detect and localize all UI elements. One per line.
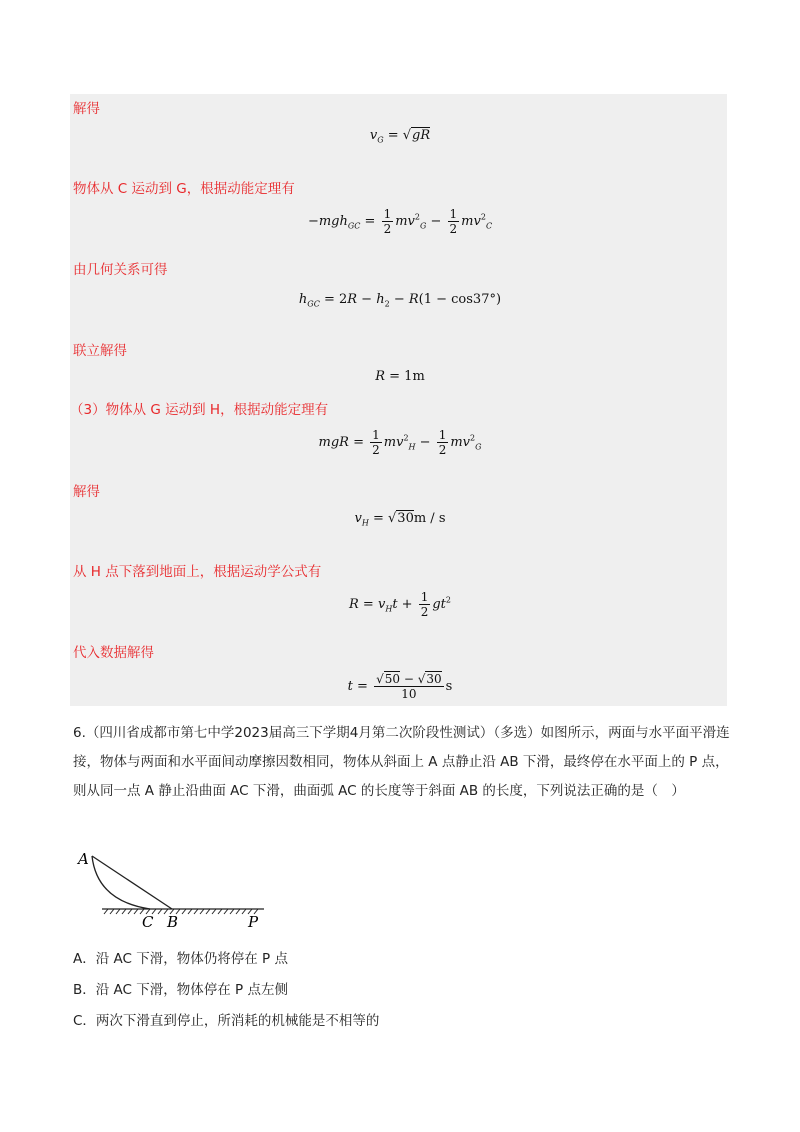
solution-step-label: 解得 (73, 101, 100, 117)
solution-step-label: 由几何关系可得 (73, 262, 168, 278)
equation-energy-gh: mgR = $\frac{1}{2}$ $mv^2_H$ − $\frac{1}{2}$ $mv^2_G$ (318, 428, 482, 457)
solution-step-label: 联立解得 (73, 343, 127, 359)
option-a: A．沿 AC 下滑，物体仍将停在 P 点 (73, 951, 288, 967)
point-p-label: P (248, 913, 259, 928)
solution-step-label: （3）物体从 G 运动到 H，根据动能定理有 (70, 402, 329, 418)
slope-diagram (72, 846, 272, 928)
point-c-label: C (142, 913, 154, 928)
solution-step-label: 物体从 C 运动到 G，根据动能定理有 (73, 181, 295, 197)
equation-t: t = $\frac{√50 - √30}{10}$ s (347, 672, 453, 701)
option-b: B．沿 AC 下滑，物体停在 P 点左侧 (73, 982, 288, 998)
point-b-label: B (167, 913, 179, 928)
equation-energy-cg: −mgh$_{GC}$ = $\frac{1}{2}$ $mv^2_G$ − $\frac{1}{2}$ $mv^2_C$ (307, 207, 493, 236)
solution-step-label: 代入数据解得 (73, 645, 154, 661)
equation-vh: $v_H = √30m / s$ (354, 511, 446, 528)
equation-kinematics: $R = v_Ht$ + $\frac{1}{2}$ $gt^2$ (349, 590, 451, 619)
equation-vg: $v_G = √gR$ (369, 128, 431, 145)
question-stem: 6.（四川省成都市第七中学2023届高三下学期4月第二次阶段性测试）（多选）如图所示，两面与水平面平滑连接，物体与两面和水平面间动摩擦因数相同，物体从斜面上 A 点静止沿 AB 下滑，最终停在水平面上的 P 点，则从同一点 A 静止沿曲面 AC 下滑，曲面弧 AC 的长度等于斜面 AB 的长度，下列说法正确的是（ ） (73, 725, 730, 799)
equation-r: R = 1m (375, 369, 425, 384)
solution-step-label: 解得 (73, 484, 100, 500)
equation-geometry: $h_{GC} = 2R - h_2 - R(1 - \cos 37^\circ)$ (298, 292, 502, 309)
option-c: C．两次下滑直到停止，所消耗的机械能是不相等的 (73, 1013, 380, 1029)
solution-step-label: 从 H 点下落到地面上，根据运动学公式有 (73, 564, 322, 580)
point-a-label: A (78, 850, 89, 868)
